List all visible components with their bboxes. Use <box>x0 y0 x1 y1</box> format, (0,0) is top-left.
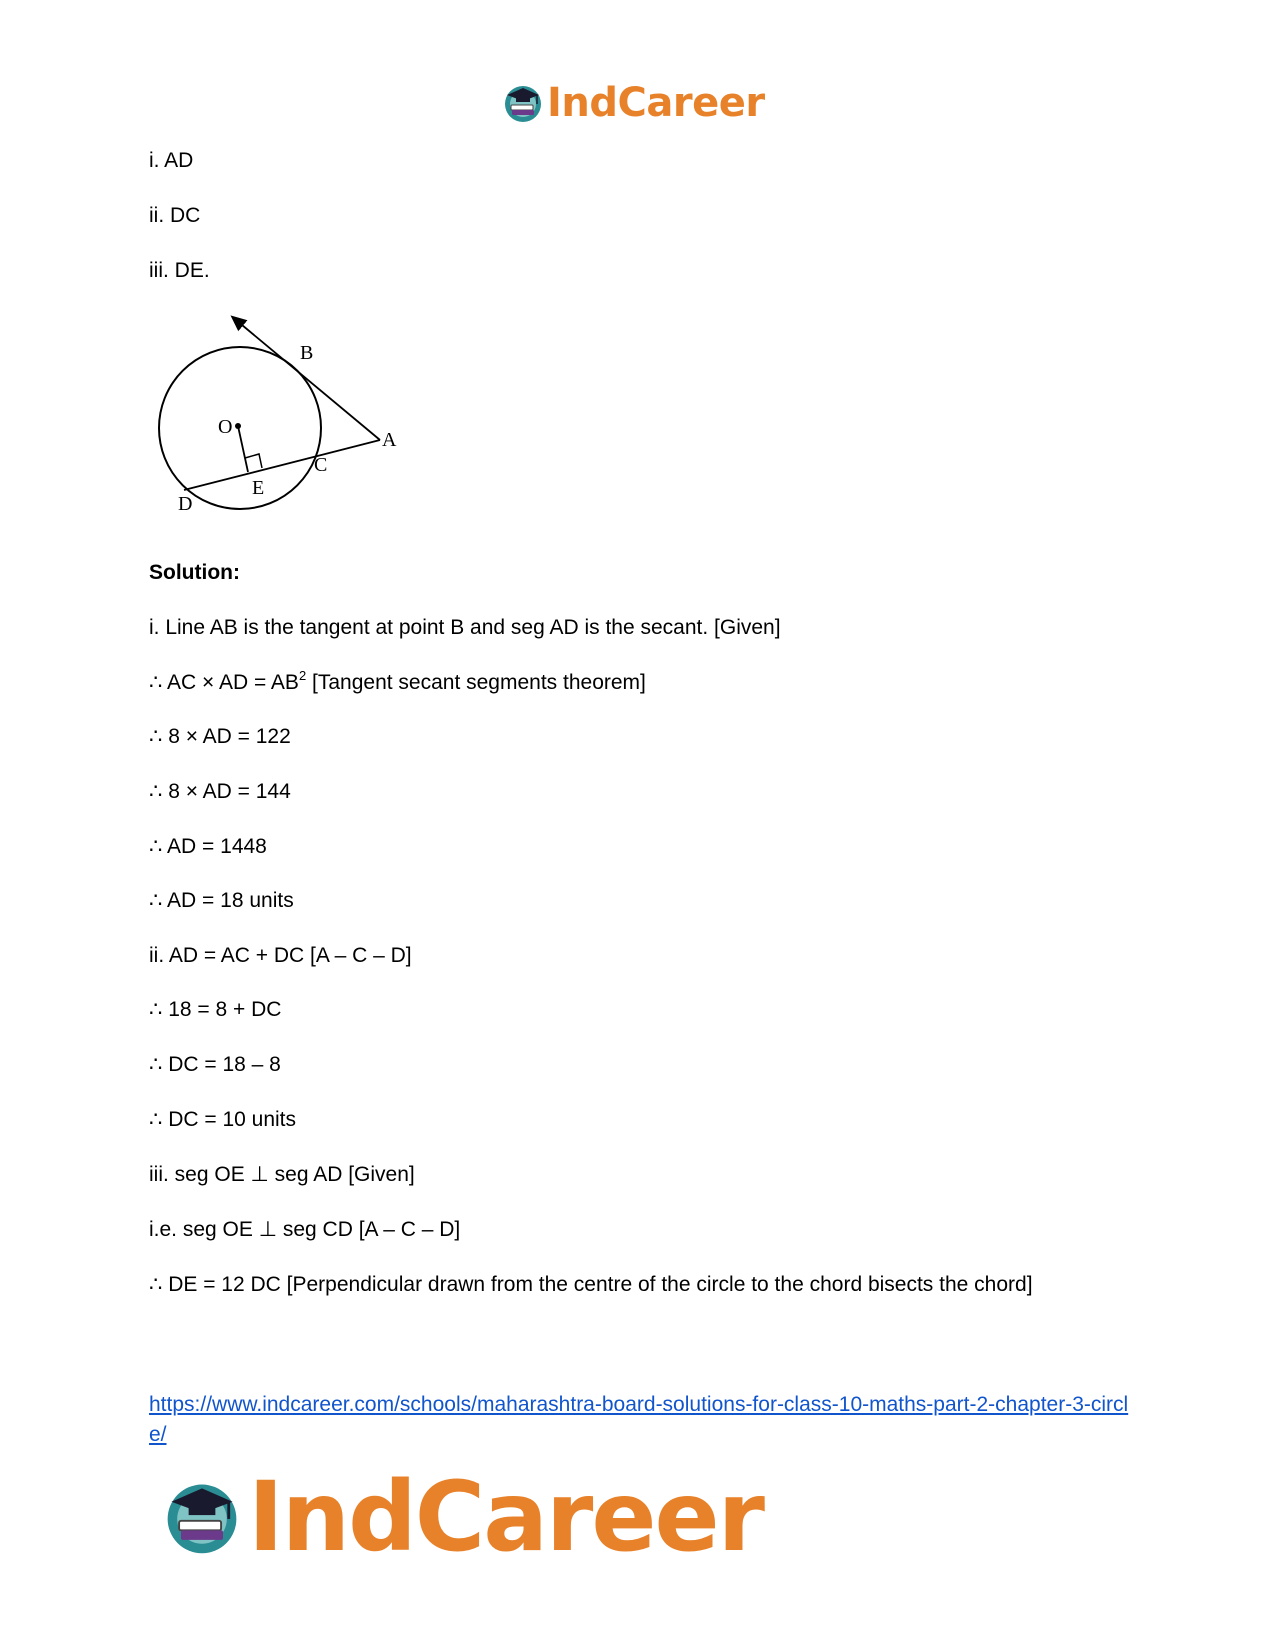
tangent-line <box>236 320 380 440</box>
label-c: C <box>314 454 328 476</box>
superscript: 2 <box>298 668 307 683</box>
solution-line: iii. seg OE ⊥ seg AD [Given] <box>149 1163 415 1186</box>
solution-line: ∴ 18 = 8 + DC <box>149 998 282 1021</box>
solution-line: i. Line AB is the tangent at point B and seg AD is the secant. [Given] <box>149 616 781 639</box>
solution-line: ∴ AD = 18 units <box>149 889 294 912</box>
question-part-de: iii. DE. <box>149 259 210 282</box>
center-point <box>235 423 241 429</box>
solution-line: ∴ DC = 10 units <box>149 1108 297 1131</box>
equation-text: ∴ AC × AD = AB <box>149 671 299 694</box>
solution-line: ∴ 8 × AD = 122 <box>149 725 291 748</box>
header-logo <box>501 78 765 128</box>
footer-logo <box>160 1462 763 1572</box>
equation-text: [Tangent secant segments theorem] <box>306 671 646 694</box>
secant-line <box>184 440 380 490</box>
label-o: O <box>218 416 233 438</box>
label-b: B <box>300 342 314 364</box>
solution-line: ∴ DE = 12 DC [Perpendicular drawn from the centre of the circle to the chord bisects the chord] <box>149 1273 1033 1296</box>
label-e: E <box>252 477 265 499</box>
graduation-cap-globe-icon <box>160 1475 244 1559</box>
solution-line <box>149 670 646 696</box>
graduation-cap-globe-icon <box>501 81 545 125</box>
perpendicular-oe <box>238 426 248 472</box>
label-a: A <box>382 429 397 451</box>
solution-line: ii. AD = AC + DC [A – C – D] <box>149 944 412 967</box>
solution-line: i.e. seg OE ⊥ seg CD [A – C – D] <box>149 1218 461 1241</box>
question-part-ad: i. AD <box>149 149 194 172</box>
brand-wordmark: IndCareer <box>248 1461 763 1573</box>
solution-line: ∴ AD = 1448 <box>149 835 267 858</box>
solution-line: ∴ DC = 18 – 8 <box>149 1053 281 1076</box>
question-part-dc: ii. DC <box>149 204 201 227</box>
circle-tangent-secant-figure <box>150 312 410 527</box>
brand-wordmark: IndCareer <box>547 80 765 126</box>
source-link[interactable]: https://www.indcareer.com/schools/maharashtra-board-solutions-for-class-10-maths-part-2-chapter-3-circle/ <box>149 1393 1129 1446</box>
label-d: D <box>178 493 193 515</box>
solution-heading: Solution: <box>149 561 240 584</box>
solution-line: ∴ 8 × AD = 144 <box>149 780 291 803</box>
